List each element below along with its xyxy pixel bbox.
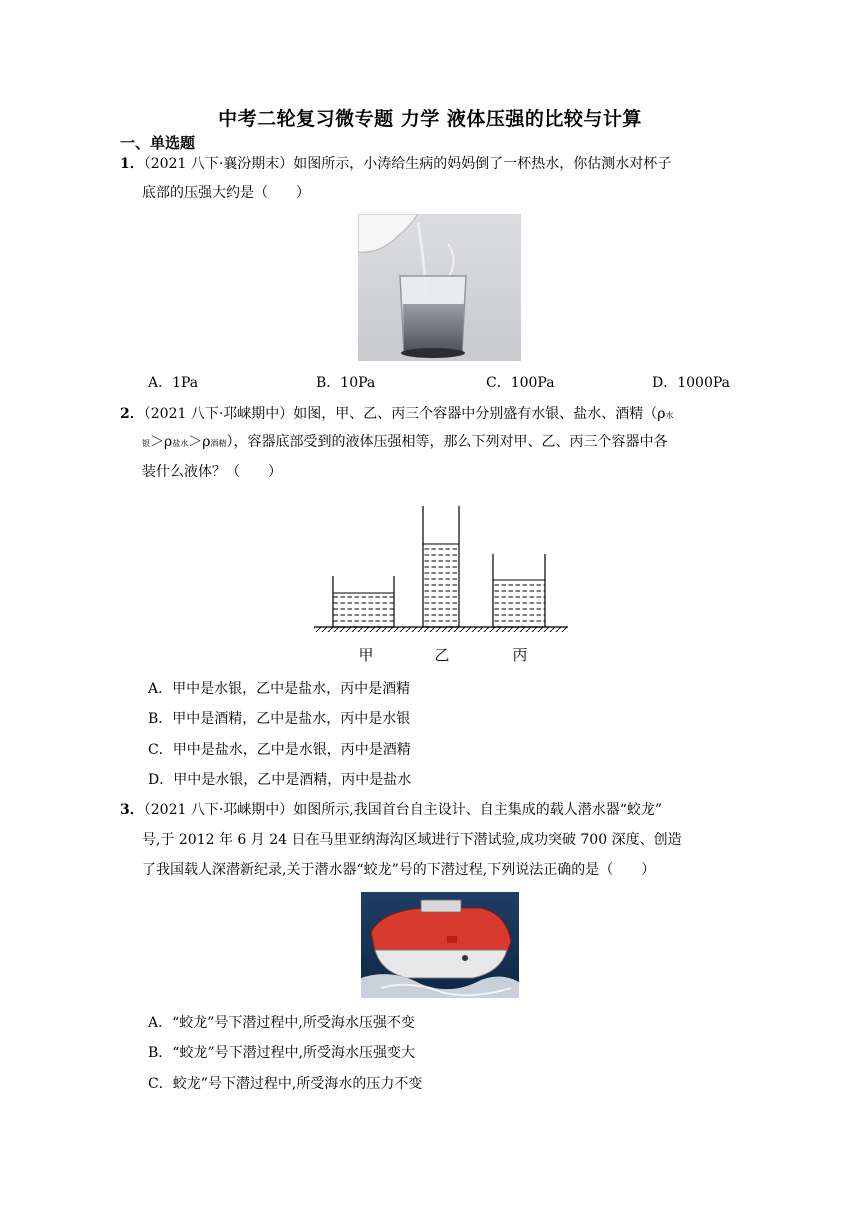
q2-line3: 装什么液体？（ ） (142, 464, 282, 480)
q2-line1 (120, 404, 674, 426)
q2-line2 (142, 432, 667, 454)
q3-option-b[interactable]: B．“蛟龙”号下潜过程中,所受海水压强变大 (148, 1045, 416, 1061)
q2-text2: ），容器底部受到的液体压强相等，那么下列对甲、乙、丙三个容器中各 (226, 434, 668, 450)
q2-source: （2021 八下·邛崃期中） (143, 406, 294, 422)
q2-text1: 如图，甲、乙、丙三个容器中分别盛有水银、盐水、酒精（ρ (293, 406, 666, 422)
hot-water-cup-photo (358, 214, 521, 361)
q2-number: 2． (120, 406, 144, 422)
ground-hatch (314, 627, 568, 632)
q2-sub-alcohol: 酒精 (210, 439, 227, 448)
q3-line1 (120, 800, 662, 820)
three-containers-diagram (312, 504, 570, 666)
q1-line1 (120, 154, 671, 174)
q2-option-d[interactable]: D．甲中是水银，乙中是酒精，丙中是盐水 (148, 772, 412, 788)
section-heading: 一、单选题 (120, 134, 196, 152)
q1-line2: 底部的压强大约是（ ） (142, 185, 310, 201)
q2-option-b[interactable]: B．甲中是酒精，乙中是盐水，丙中是水银 (148, 711, 411, 727)
q2-sub-mercury-a: 水 (665, 411, 674, 420)
label-bing: 丙 (512, 646, 528, 664)
q3-number: 3． (120, 802, 144, 818)
q3-option-c[interactable]: C．蛟龙”号下潜过程中,所受海水的压力不变 (148, 1076, 423, 1092)
q1-option-a[interactable]: A．1Pa (148, 375, 199, 391)
q3-line3: 了我国载人深潜新纪录,关于潜水器“蛟龙”号的下潜过程,下列说法正确的是（ ） (142, 862, 656, 878)
q1-option-c[interactable]: C．100Pa (486, 375, 555, 391)
q2-gt2: ＞ρ (188, 434, 211, 450)
jiaolong-submersible-photo (361, 892, 519, 998)
q3-text1: 如图所示,我国首台自主设计、自主集成的载人潜水器“蛟龙” (293, 802, 663, 818)
q1-option-d[interactable]: D．1000Pa (652, 375, 730, 391)
container-yi-liquid (423, 544, 459, 627)
page-title: 中考二轮复习微专题 力学 液体压强的比较与计算 (218, 108, 642, 130)
container-jia-liquid (333, 593, 394, 627)
q3-option-a[interactable]: A．“蛟龙”号下潜过程中,所受海水压强不变 (148, 1015, 415, 1031)
q1-number: 1． (120, 156, 144, 172)
q2-sub-mercury-b: 银 (142, 439, 150, 448)
q3-line2: 号,于 2012 年 6 月 24 日在马里亚纳海沟区域进行下潜试验,成功突破 700 深度、创造 (142, 832, 682, 848)
q1-option-b[interactable]: B．10Pa (316, 375, 376, 391)
q3-source: （2021 八下·邛崃期中） (143, 802, 294, 818)
q2-sub-salt: 盐水 (172, 439, 189, 448)
q2-option-a[interactable]: A．甲中是水银，乙中是盐水，丙中是酒精 (148, 681, 411, 697)
q2-gt1: ＞ρ (150, 434, 173, 450)
q1-source: （2021 八下·襄汾期末） (143, 156, 294, 172)
q2-option-c[interactable]: C．甲中是盐水，乙中是水银，丙中是酒精 (148, 742, 411, 758)
label-jia: 甲 (358, 646, 374, 664)
container-bing-liquid (493, 580, 545, 627)
label-yi: 乙 (434, 646, 450, 664)
q1-text1: 如图所示，小涛给生病的妈妈倒了一杯热水，你估测水对杯子 (293, 156, 672, 172)
